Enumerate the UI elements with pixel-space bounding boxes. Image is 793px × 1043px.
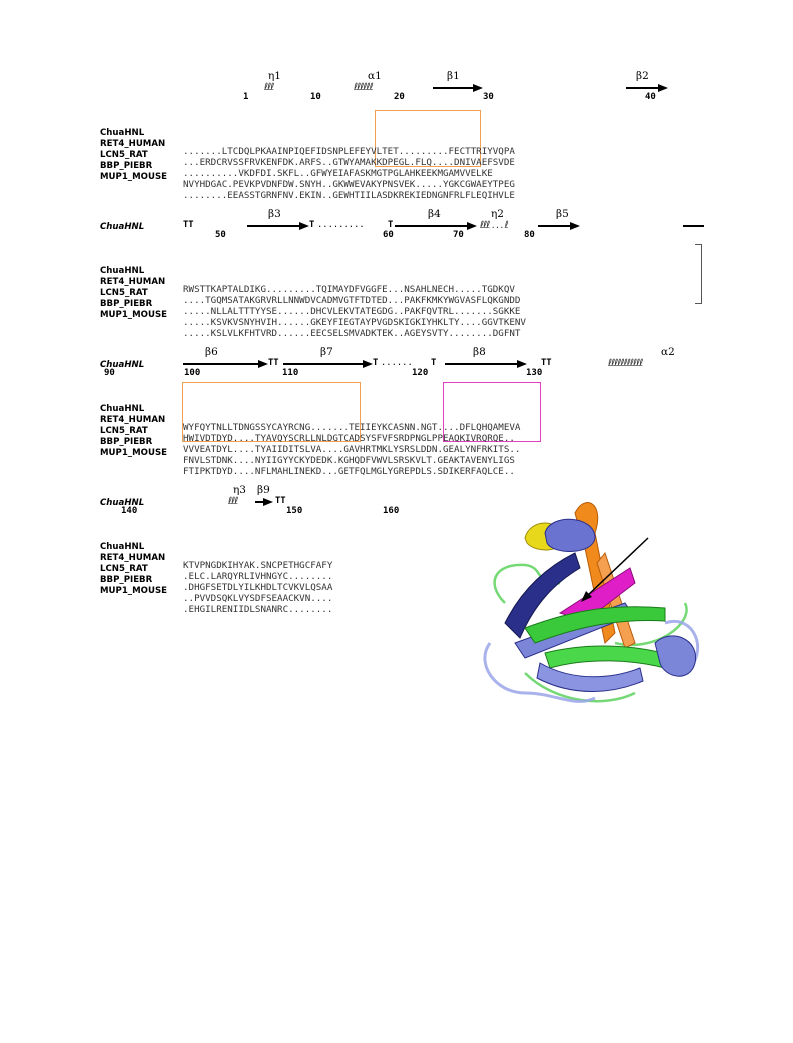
beta-strand-arrowhead [570,222,580,230]
helix-coil: ℓℓℓ . . . ℓ [480,220,508,231]
sequence-residues: .......LTCDQLPKAAINPIQEFIDSNPLEFEYVLTET.........FECTTRIYVQPA [183,146,515,157]
sequence-name: MUP1_MOUSE [100,172,168,182]
beta-strand-arrowhead [473,84,483,92]
residue-number: 60 [383,230,394,240]
ss-label-beta6: β6 [205,346,218,358]
sequence-residues: HWIVDTDYD....TYAVQYSCRLLNLDGTCADSYSFVFSRDPNGLPPEAQKIVRQRQE.. [183,433,515,444]
alignment-block-3 [100,346,700,477]
ss-label-beta7: β7 [320,346,333,358]
sequence-residues: RWSTTKAPTALDIKG.........TQIMAYDFVGGFE...NSAHLNECH.....TGDKQV [183,284,515,295]
helix-coil: ℓℓℓ [264,82,274,93]
helix-blue [545,519,595,551]
residue-number: 80 [524,230,535,240]
reference-sequence-label: ChuaHNL [100,498,145,508]
sequence-name: RET4_HUMAN [100,415,166,425]
sequence-name: BBP_PIEBR [100,437,153,447]
beta-strand-start [683,225,704,227]
beta-strand-arrowhead [517,360,527,368]
sequence-residues: .....KSVKVSNYHVIH......GKEYFIEGTAYPVGDSKIGKIYHKLTY....GGVTKENV [183,317,526,328]
residue-number: 20 [394,92,405,102]
sequence-residues: .....NLLALTTTYYSE......DHCVLEKVTATEGDG..PAKFQVTRL.......SGKKE [183,306,521,317]
residue-number: 120 [412,368,429,378]
sequence-residues: NVYHDGAC.PEVKPVDNFDW.SNYH..GKWWEVAKYPNSVEK.....YGKCGWAEYTPEG [183,179,515,190]
residue-number: 70 [453,230,464,240]
residue-number: 160 [383,506,400,516]
helix-coil: ℓℓℓℓℓℓ [354,82,373,93]
turn-label: T [388,220,394,230]
beta-strand-arrow [538,225,570,227]
residue-number: 150 [286,506,303,516]
secondary-structure-track [183,70,703,96]
ss-label-beta5: β5 [556,208,569,220]
ss-label-beta8: β8 [473,346,486,358]
beta-strand-arrow [255,501,263,503]
sequence-name: LCN5_RAT [100,564,148,574]
residue-number: 50 [215,230,226,240]
sequence-residues: ...ERDCRVSSFRVKENFDK.ARFS..GTWYAMAKKDPEGL.FLQ....DNIVAEFSVDE [183,157,515,168]
sequence-name: RET4_HUMAN [100,277,166,287]
sequence-name: ChuaHNL [100,404,145,414]
helix-coil: ℓℓℓ [228,496,238,507]
turn-label: TT [183,220,194,230]
turn-dots: ......... [317,220,365,230]
sequence-residues: ........EEASSTGRNFNV.EKIN..GEWHTIILASDKREKIEDNGNFRLFLEQIHVLE [183,190,515,201]
turn-dots: ...... [381,358,413,368]
sequence-name: ChuaHNL [100,542,145,552]
turn-label: T [431,358,437,368]
ss-label-beta1: β1 [447,70,460,82]
sequence-name: MUP1_MOUSE [100,310,168,320]
beta-strand-arrowhead [258,360,268,368]
residue-number: 1 [243,92,249,102]
residue-number: 30 [483,92,494,102]
beta-strand-arrowhead [363,360,373,368]
protein-structure-ribbon [465,493,713,721]
sequence-name: LCN5_RAT [100,150,148,160]
beta-strand-arrow [247,225,299,227]
residue-number: 40 [645,92,656,102]
ss-label-beta4: β4 [428,208,441,220]
beta-strand-arrow [626,87,658,89]
beta-strand-arrowhead [658,84,668,92]
sequence-residues: .EHGILRENIIDLSNANRC........ [183,604,333,615]
beta-strand-arrowhead [467,222,477,230]
turn-label: TT [275,496,286,506]
secondary-structure-track [183,208,703,234]
sequence-name: LCN5_RAT [100,288,148,298]
alignment-region-frame [695,244,702,304]
ss-label-eta3: η3 [233,484,246,496]
beta-strand-arrow [283,363,363,365]
turn-label: T [373,358,379,368]
sequence-residues: VVVEATDYL....TYAIIDITSLVA....GAVHRTMKLYSRSLDDN.GEALYNFRKITS.. [183,444,521,455]
reference-sequence-label: ChuaHNL [100,360,145,370]
sequence-name: MUP1_MOUSE [100,586,168,596]
ss-label-beta2: β2 [636,70,649,82]
sequence-name: BBP_PIEBR [100,161,153,171]
helix-right-blue [655,636,696,676]
residue-number: 90 [104,368,115,378]
sequence-residues: FNVLSTDNK....NYIIGYYCKYDEDK.KGHQDFVWVLSRSKVLT.GEAKTAVENYLIGS [183,455,515,466]
residue-number: 140 [121,506,138,516]
sequence-name: ChuaHNL [100,266,145,276]
alignment-block-2 [100,208,700,339]
reference-sequence-label: ChuaHNL [100,222,145,232]
sequence-residues: ....TGQMSATAKGRVRLLNNWDVCADMVGTFTDTED...PAKFKMKYWGVASFLQKGNDD [183,295,521,306]
sequence-residues: KTVPNGDKIHYAK.SNCPETHGCFAFY [183,560,333,571]
sequence-name: BBP_PIEBR [100,575,153,585]
sequence-name: RET4_HUMAN [100,553,166,563]
residue-number: 10 [310,92,321,102]
beta-strand-arrow [395,225,467,227]
sequence-name: RET4_HUMAN [100,139,166,149]
alignment-block-1 [100,70,700,201]
sequence-name: MUP1_MOUSE [100,448,168,458]
sequence-name: BBP_PIEBR [100,299,153,309]
alignment-block-4 [100,484,440,615]
sequence-residues: ..PVVDSQKLVYSDFSEAACKVN.... [183,593,333,604]
sequence-residues: .DHGFSETDLYILKHDLTCVKVLQSAA [183,582,333,593]
beta-strand-arrow [433,87,473,89]
turn-label: T [309,220,315,230]
ss-label-eta2: η2 [491,208,504,220]
beta-strand-arrowhead [263,498,273,506]
ss-label-alpha1: α1 [368,70,382,82]
sequence-residues: ..........VKDFDI.SKFL..GFWYEIAFASKMGTPGLAHKEEKMGAMVVELKE [183,168,493,179]
turn-label: TT [268,358,279,368]
sequence-residues: .....KSLVLKFHTVRD......EECSELSMVADKTEK..AGEYSVTY........DGFNT [183,328,521,339]
ss-label-beta3: β3 [268,208,281,220]
beta-strand-arrow [183,363,258,365]
turn-label: TT [541,358,552,368]
ss-label-alpha2: α2 [661,346,675,358]
residue-number: 130 [526,368,543,378]
secondary-structure-track [183,346,703,372]
residue-number: 100 [184,368,201,378]
sequence-name: ChuaHNL [100,128,145,138]
ss-label-eta1: η1 [268,70,281,82]
residue-number: 110 [282,368,299,378]
secondary-structure-track [183,484,443,510]
sequence-name: LCN5_RAT [100,426,148,436]
strand-green [525,607,665,643]
helix-coil: ℓℓℓℓℓℓℓℓℓℓℓ [608,358,643,369]
ss-label-beta9: β9 [257,484,270,496]
beta-strand-arrow [445,363,517,365]
sequence-residues: WYFQYTNLLTDNGSSYCAYRCNG.......TEIIEYKCASNN.NGT....DFLQHQAMEVA [183,422,521,433]
sequence-residues: .ELC.LARQYRLIVHNGYC........ [183,571,333,582]
sequence-residues: FTIPKTDYD....NFLMAHLINEKD...GETFQLMGLYGREPDLS.SDIKERFAQLCE.. [183,466,515,477]
beta-strand-arrowhead [299,222,309,230]
